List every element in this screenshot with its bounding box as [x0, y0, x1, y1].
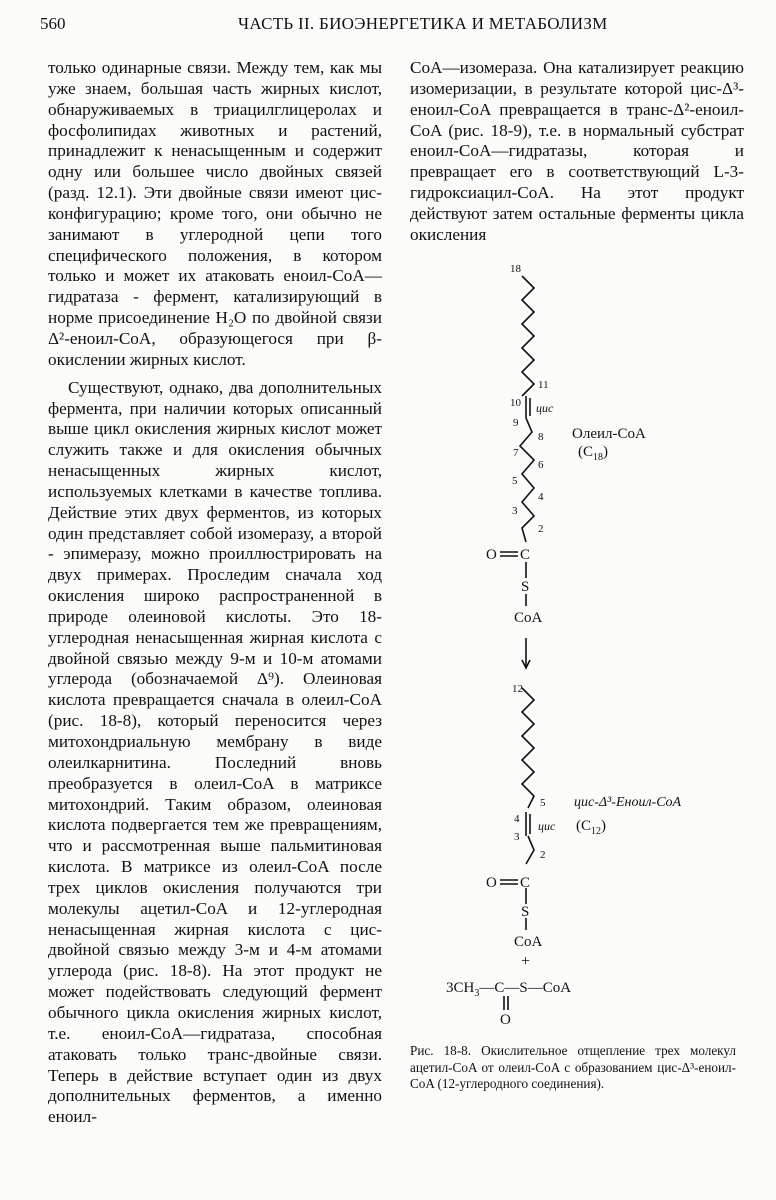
carbon-label: 4	[514, 813, 520, 825]
page-header	[40, 14, 740, 38]
carbon-label: 12	[512, 683, 523, 695]
enoyl-coa-name: цис-Δ³-Еноил-CoA	[574, 795, 682, 810]
coa: CoA	[514, 610, 543, 626]
running-title: ЧАСТЬ II. БИОЭНЕРГЕТИКА И МЕТАБОЛИЗМ	[238, 14, 608, 33]
carbonyl-oxygen: O	[486, 547, 497, 563]
carbon-label: 8	[538, 431, 544, 443]
enoyl-chain-lower	[526, 836, 534, 864]
plus-sign: +	[521, 953, 531, 970]
enoyl-chain-upper	[522, 688, 534, 808]
left-paragraph-2: Существуют, однако, два дополнительных фермента, при наличии которых описанный выше цикл окисления жирных кислот может служить также и для окисления обычных ненасыщенных жирных кислот, используемых клетками в качестве топлива. Действие этих двух ферментов, из которых один представляет собой изомеразу, а второй - эпимеразу, можно проиллюстрировать на двух примерах. Проследим сначала ход окисления широко распространенной в природе олеиновой кислоты. Это 18-углеродная ненасыщенная жирная кислота с двойной связью между 9-м и 10-м атомами углерода (обозначаемой Δ⁹). Олеиновая кислота превращается сначала в олеил-CoA (рис. 18-8), который переносится через митохондриальную мембрану в виде олеилкарнитина. Последний вновь преобразуется в олеил-CoA в матриксе митохондрий. Таким образом, олеиновая кислота подвергается тем же превращениям, что и рассмотренная выше пальмитиновая кислота. В матриксе из олеил-CoA после трех циклов окисления получаются три молекулы ацетил-CoA и 12-углеродная ненасыщенная жирная кислота с цис-двойной связью между 3-м и 4-м атомами углерода (рис. 18-8). На этот продукт не может подействовать следующий фермент обычного цикла окисления жирных кислот, т.е. еноил-CoA—гидратаза, способная атаковать только транс-двойные связи. Теперь в действие вступает один из двух дополнительных ферментов, а именно еноил-	[48, 377, 382, 1127]
sulfur: S	[521, 579, 530, 595]
left-paragraph-1: только одинарные связи. Между тем, как мы уже знаем, большая часть жирных кислот, обнаруживаемых в триацилглицеролах и фосфолипидах животных и растений, принадлежит к ненасыщенным и содержит одну или большее число двойных связей (разд. 12.1). Эти двойные связи имеют цис-конфигурацию; кроме того, они обычно не занимают в углеродной цепи того специфического положения, в котором только и может их атаковать еноил-CoA—гидратаза - фермент, катализирующий в норме присоединение H₂O по двойной связи Δ²-еноил-CoA, образующегося при β-окислении жирных кислот.	[48, 58, 382, 369]
carbon-label: 18	[510, 263, 521, 275]
carbon-label: 3	[514, 831, 520, 843]
oleoyl-formula: $(C_{18})$	[578, 444, 608, 463]
carbon-label: 5	[540, 797, 546, 809]
figure-caption: Рис. 18-8. Окислительное отщепление трех молекул ацетил-CoA от олеил-CoA с образованием цис-Δ³-еноил-CoA (12-углеродного соединения).	[410, 1043, 736, 1091]
carbon-label: 7	[513, 447, 519, 459]
cis-label: цис	[538, 819, 556, 833]
acetyl-oxygen: O	[500, 1012, 511, 1028]
carbon-label: 11	[538, 379, 549, 391]
carbon-label: 4	[538, 491, 544, 503]
oleoyl-chain-lower	[520, 418, 534, 542]
acetyl-coa-formula: $3CH_3—C—S—CoA$	[446, 980, 572, 999]
oleoyl-coa-name: Олеил-CoA	[572, 426, 646, 442]
carbon-label: 9	[513, 417, 519, 429]
oleoyl-chain-upper	[522, 276, 534, 396]
coa: CoA	[514, 934, 543, 950]
cis-label: цис	[536, 401, 554, 415]
right-paragraph-1: CoA—изомераза. Она катализирует реакцию изомеризации, в результате которой цис-Δ³-еноил-CoA превращается в транс-Δ²-еноил-CoA (рис. 18-9), т.е. в нормальный субстрат еноил-CoA—гидратазы, которая и превращает его в соответствующий L-3-гидроксиацил-CoA. На этот продукт действуют затем остальные ферменты цикла окисления	[410, 58, 744, 244]
page-number: 560	[40, 14, 66, 33]
carbonyl-carbon: C	[520, 547, 531, 563]
enoyl-formula: $(C_{12})$	[576, 818, 606, 837]
carbon-label: 5	[512, 475, 518, 487]
carbonyl-oxygen: O	[486, 875, 497, 891]
figure-18-8	[400, 260, 740, 1040]
carbonyl-carbon: C	[520, 875, 531, 891]
carbon-label: 10	[510, 397, 521, 409]
sulfur: S	[521, 904, 530, 920]
carbon-label: 6	[538, 459, 544, 471]
right-column	[410, 58, 744, 246]
carbon-label: 2	[538, 523, 544, 535]
carbon-label: 2	[540, 849, 546, 861]
carbon-label: 3	[512, 505, 518, 517]
left-column	[48, 58, 382, 1128]
